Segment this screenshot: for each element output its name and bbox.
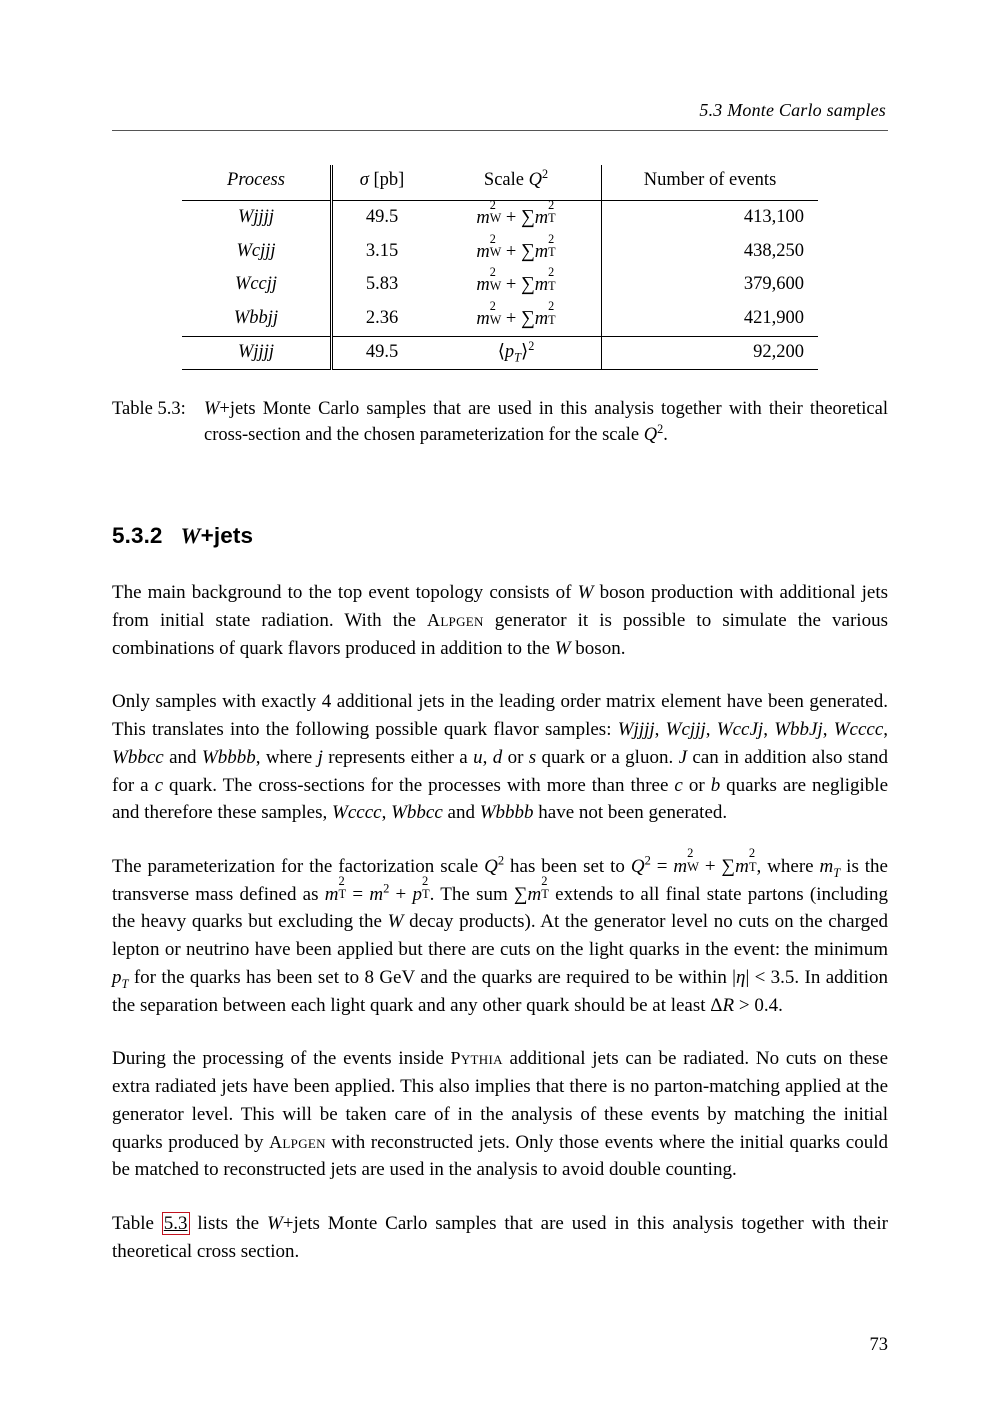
cell-process: Wcjjj: [236, 240, 276, 261]
header-sigma: σ [pb]: [332, 165, 432, 200]
section-title: W: [180, 523, 201, 549]
cell-process: Wjjjj: [182, 336, 332, 368]
caption-text: W+jets Monte Carlo samples that are used in this analysis together with their theoretical cross-section and the chosen parameterization for the scale $Q^2$.: [204, 398, 888, 446]
paragraph-5: Table 5.3 lists the W+jets Monte Carlo samples that are used in this analysis together with their theoretical cross section.: [112, 1213, 888, 1262]
monte-carlo-samples-table: [182, 165, 818, 370]
table-row: [182, 302, 818, 336]
table-row: [182, 268, 818, 302]
caption-label: Table 5.3:: [112, 398, 186, 419]
paragraph-1: The main background to the top event topology consists of W boson production with additional jets from initial state radiation. With the Alpgen generator it is possible to simulate the various combinations of quark flavors produced in addition to the W boson.: [112, 582, 888, 659]
cell-process: Wbbjj: [233, 308, 279, 328]
section-number: 5.3.2: [112, 523, 163, 549]
section-heading: 5.3.2 W+jets: [112, 523, 254, 549]
cell-sigma: 49.5: [332, 200, 432, 234]
table-row: [182, 235, 818, 269]
paragraph-4: During the processing of the events inside Pythia additional jets can be radiated. No cuts on these extra radiated jets have been applied. This also implies that there is no parton-matching applied at the generator level. This will be taken care of in the analysis of these events by matching the initial quarks produced by Alpgen with reconstructed jets. Only those events where the initial quarks could be matched to reconstructed jets are used in the analysis to avoid double counting.: [112, 1048, 888, 1181]
page-number: 73: [869, 1335, 888, 1355]
cell-scale: m 2 W + ∑m 2 T: [476, 299, 556, 329]
paragraph-3: The parameterization for the factorization scale $Q^2$ has been set to $Q^2 = m$ 2 W + ∑m 2 T , where $m_T$ is the transverse mass defined as m 2 T = $m^2 + p$ 2 T . The sum ∑m 2 T extends to all final state partons (including the heavy quarks but excluding the W decay products). At the generator level no cuts on the charged lepton or neutrino have been applied but there are cuts on the light quarks in the event: the minimum $p_T$ for the quarks has been set to 8 GeV and the quarks are required to be within |η| < 3.5. In addition the separation between each light quark and any other quark should be at least ΔR > 0.4.: [112, 845, 889, 1016]
cell-sigma: 3.15: [332, 235, 432, 269]
cell-process: Wjjjj: [238, 206, 274, 227]
cell-sigma: 49.5: [332, 336, 432, 368]
cell-sigma: 5.83: [332, 268, 432, 302]
table-cross-reference-link[interactable]: 5.3: [163, 1213, 188, 1235]
cell-process: Wccjj: [234, 274, 278, 295]
cell-sigma: 2.36: [332, 302, 432, 336]
cell-events: 379,600: [602, 268, 819, 302]
cell-scale: m 2 W + ∑m 2 T: [476, 197, 556, 228]
header-rule: [112, 130, 888, 131]
table-header-row: [182, 165, 818, 200]
cell-events: 438,250: [602, 235, 819, 269]
cell-scale: m 2 W + ∑m 2 T: [476, 231, 556, 262]
cell-events: 421,900: [602, 302, 819, 336]
table-bottom-rule: [182, 369, 818, 370]
table-row: [182, 336, 818, 368]
table-caption: [112, 396, 888, 450]
running-head: 5.3 Monte Carlo samples: [699, 100, 886, 120]
header-scale: Scale $Q^2$: [431, 165, 602, 200]
table-row: [182, 200, 818, 234]
header-events: Number of events: [602, 165, 819, 200]
header-process: Process: [182, 165, 332, 200]
cell-scale: $⟨p_T⟩^2$: [431, 336, 602, 368]
paragraph-2: Only samples with exactly 4 additional jets in the leading order matrix element have been generated. This translates into the following possible quark flavor samples: Wjjjj, Wcjjj, WccJj, WbbJj, Wcccc, Wbbcc and Wbbbb, where j represents either a u, d or s quark or a gluon. J can in addition also stand for a c quark. The cross-sections for the processes with more than three c or b quarks are negligible and therefore these samples, Wcccc, Wbbcc and Wbbbb have not been generated.: [112, 691, 889, 824]
cell-events: 413,100: [602, 200, 819, 234]
table-container: [112, 165, 888, 370]
cell-events: 92,200: [602, 336, 819, 368]
cell-scale: m 2 W + ∑m 2 T: [476, 265, 556, 296]
